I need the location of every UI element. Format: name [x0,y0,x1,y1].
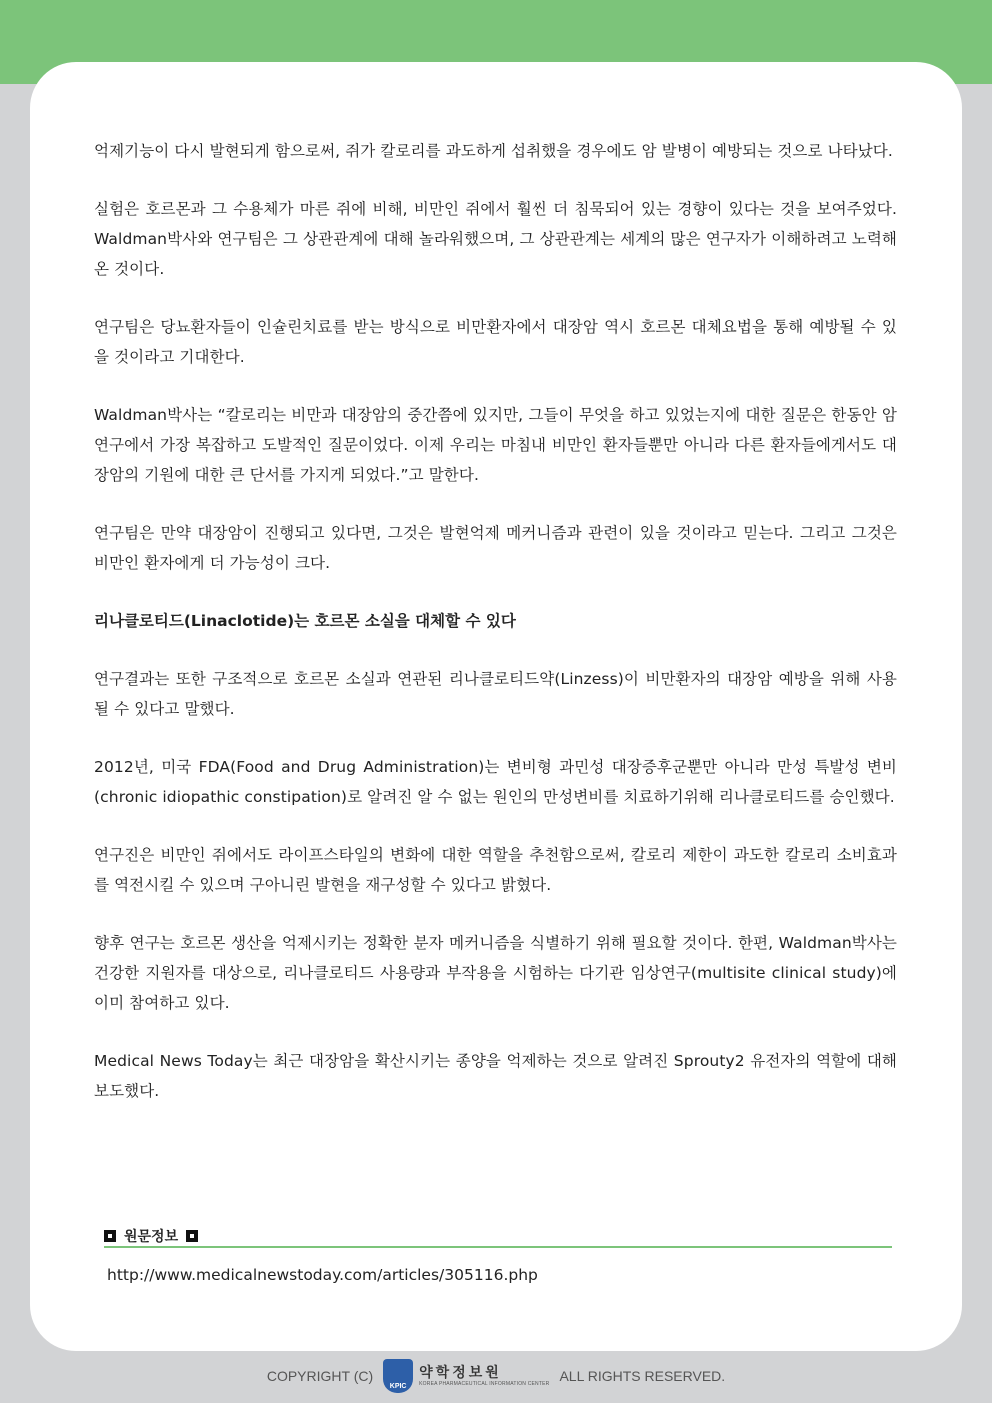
source-label-text: 원문정보 [124,1229,179,1245]
rights-text: ALL RIGHTS RESERVED. [559,1368,726,1384]
bullet-square-icon [104,1230,116,1242]
paragraph: Waldman박사는 “칼로리는 비만과 대장암의 중간쯤에 있지만, 그들이 무엇을 하고 있었는지에 대한 질문은 한동안 암 연구에서 가장 복잡하고 도발적인 질문이었다. 이제 우리는 마침내 비만인 환자들뿐만 아니라 다른 환자들에게서도 대장암의 기원에 대한 큰 단서를 가지게 되었다.”고 말한다. [94,406,897,484]
paragraph: 2012년, 미국 FDA(Food and Drug Administration)는 변비형 과민성 대장증후군뿐만 아니라 만성 특발성 변비(chronic idiopathic constipation)로 알려진 알 수 없는 원인의 만성변비를 치료하기위해 리나클로티드를 승인했다. [94,758,897,806]
paragraph: Medical News Today는 최근 대장암을 확산시키는 종양을 억제하는 것으로 알려진 Sprouty2 유전자의 역할에 대해 보도했다. [94,1052,897,1100]
source-info [104,1226,892,1284]
source-url-link[interactable]: http://www.medicalnewstoday.com/articles/305116.php [107,1266,538,1284]
kpic-logo [383,1359,549,1393]
copyright-text: COPYRIGHT (C) [266,1368,374,1384]
paragraph: 연구팀은 만약 대장암이 진행되고 있다면, 그것은 발현억제 메커니즘과 관련이 있을 것이라고 믿는다. 그리고 그것은 비만인 환자에게 더 가능성이 크다. [94,524,897,572]
logo-subtitle: KOREA PHARMACEUTICAL INFORMATION CENTER [419,1381,550,1387]
paragraph: 향후 연구는 호르몬 생산을 억제시키는 정확한 분자 메커니즘을 식별하기 위해 필요할 것이다. 한편, Waldman박사는 건강한 지원자를 대상으로, 리나클로티드 사용량과 부작용을 시험하는 다기관 임상연구(multisite clinical study)에 이미 참여하고 있다. [94,934,897,1012]
article-body [94,136,897,1134]
kpic-badge-icon: KPIC [383,1359,413,1393]
section-heading: 리나클로티드(Linaclotide)는 호르몬 소실을 대체할 수 있다 [94,612,516,630]
bullet-square-icon [186,1230,198,1242]
footer [0,1358,992,1394]
paragraph: 연구진은 비만인 쥐에서도 라이프스타일의 변화에 대한 역할을 추천함으로써, 칼로리 제한이 과도한 칼로리 소비효과를 역전시킬 수 있으며 구아니린 발현을 재구성할 수 있다고 밝혔다. [94,846,897,894]
paragraph: 실험은 호르몬과 그 수용체가 마른 쥐에 비해, 비만인 쥐에서 훨씬 더 침묵되어 있는 경향이 있다는 것을 보여주었다. Waldman박사와 연구팀은 그 상관관계에 대해 놀라워했으며, 그 상관관계는 세계의 많은 연구자가 이해하려고 노력해온 것이다. [94,200,897,278]
paragraph: 연구팀은 당뇨환자들이 인슐린치료를 받는 방식으로 비만환자에서 대장암 역시 호르몬 대체요법을 통해 예방될 수 있을 것이라고 기대한다. [94,318,897,366]
source-label [104,1226,892,1246]
source-divider [104,1246,892,1248]
paragraph: 연구결과는 또한 구조적으로 호르몬 소실과 연관된 리나클로티드약(Linzess)이 비만환자의 대장암 예방을 위해 사용될 수 있다고 말했다. [94,670,897,718]
logo-text [419,1365,549,1387]
paragraph: 억제기능이 다시 발현되게 함으로써, 쥐가 칼로리를 과도하게 섭취했을 경우에도 암 발병이 예방되는 것으로 나타났다. [94,142,893,160]
logo-name: 약학정보원 [419,1364,502,1380]
